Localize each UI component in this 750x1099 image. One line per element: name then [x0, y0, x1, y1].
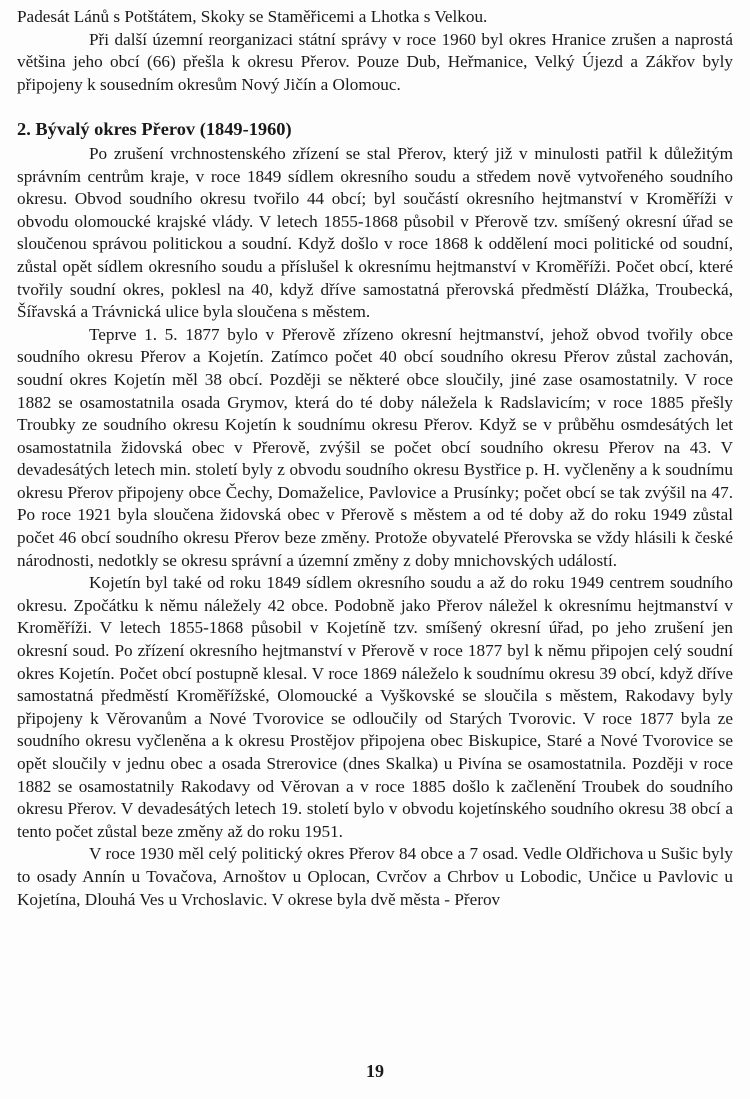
section-paragraph-4: V roce 1930 měl celý politický okres Přerov 84 obce a 7 osad. Vedle Oldřichova u Sušic byly to osady Annín u Tovačova, Arnoštov u Oplocan, Cvrčov a Chrbov u Lobodic, Unčice u Pavlovic u Kojetína, Dlouhá Ves u Vrchoslavic. V okrese byla dvě města - Přerov	[17, 844, 733, 909]
section-paragraph-1: Po zrušení vrchnostenského zřízení se stal Přerov, který již v minulosti patřil k důležitým správním centrům kraje, v roce 1849 sídlem okresního soudu a středem nově vytvořeného soudního okresu. Obvod soudního okresu tvořilo 44 obcí; byl součástí okresního hejtmanství v Kroměříži v obvodu olomoucké krajské vlády. V letech 1855-1868 působil v Přerově tzv. smíšený okresní úřad se sloučenou správou politickou a soudní. Když došlo v roce 1868 k oddělení moci politické od soudní, zůstal opět sídlem okresního soudu a příslušel k okresnímu hejtmanství v Kroměříži. Počet obcí, které tvořily soudní okres, poklesl na 40, když dříve samostatná přerovská předměstí Dlážka, Troubecká, Šířavská a Trávnická ulice byla sloučena s městem.	[17, 143, 733, 322]
page-number: 19	[366, 1061, 384, 1081]
intro-paragraph-1: Padesát Lánů s Potštátem, Skoky se Staměřicemi a Lhotka s Velkou.	[17, 7, 488, 26]
section-paragraph-2: Teprve 1. 5. 1877 bylo v Přerově zřízeno okresní hejtmanství, jehož obvod tvořily obce soudního okresu Přerov a Kojetín. Zatímco počet 40 obcí soudního okresu Přerov zůstal zachován, soudní okres Kojetín měl 38 obcí. Později se některé obce sloučily, jiné zase osamostatnily. V roce 1882 se osamostatnila osada Grymov, která do té doby náležela k Radslavicím; v roce 1885 přešly Troubky ze soudního okresu Kojetín k soudnímu okresu Přerov. Když se v průběhu osmdesátých let osamostatnila židovská obec v Přerově, zvýšil se počet obcí soudního okresu Přerov na 43. V devadesátých letech min. století byly z obvodu soudního okresu Bystřice p. H. vyčleněny a k soudnímu okresu Přerov připojeny obce Čechy, Domaželice, Pavlovice a Prusínky; počet obcí se tak zvýšil na 47. Po roce 1921 byla sloučena židovská obec v Přerově s městem a od té doby až do roku 1949 zůstal počet 46 obcí soudního okresu Přerov beze změny. Protože obyvatelé Přerovska se vždy hlásili k české národnosti, nedotkly se okresu správní a územní změny z doby mnichovských událostí.	[17, 324, 733, 570]
page-text	[17, 6, 733, 911]
section-paragraph-3: Kojetín byl také od roku 1849 sídlem okresního soudu a až do roku 1949 centrem soudního okresu. Zpočátku k němu náležely 42 obce. Podobně jako Přerov náležel k okresnímu hejtmanství v Kroměříži. V letech 1855-1868 působil v Kojetíně tzv. smíšený okresní úřad, po jeho zrušení jen okresní soud. Po zřízení okresního hejtmanství v Přerově v roce 1877 byl k němu připojen celý soudní okres Kojetín. Počet obcí postupně klesal. V roce 1869 náleželo k soudnímu okresu 39 obcí, když dříve samostatná předměstí Kroměřížské, Olomoucké a Vyškovské se sloučila s městem, Rakodavy byly připojeny k Věrovanům a Nové Tvorovice se odloučily od Starých Tvorovic. V roce 1877 byla ze soudního okresu vyčleněna a k okresu Prostějov připojena obec Biskupice, Staré a Nové Tvorovice se opět sloučily v jednu obec a osada Strerovice (dnes Skalka) u Pivína se osamostatnila. Později v roce 1882 se osamostatnily Rakodavy od Věrovan a v roce 1885 došlo k začlenění Troubek do soudního okresu Přerov. V devadesátých letech 19. století bylo v obvodu kojetínského soudního okresu 38 obcí a tento počet zůstal beze změny až do roku 1951.	[17, 573, 733, 841]
section-heading: 2. Bývalý okres Přerov (1849-1960)	[17, 119, 292, 140]
intro-paragraph-2: Při další územní reorganizaci státní správy v roce 1960 byl okres Hranice zrušen a naprostá většina jeho obcí (66) přešla k okresu Přerov. Pouze Dub, Heřmanice, Velký Újezd a Zákřov byly připojeny k sousedním okresům Nový Jičín a Olomouc.	[17, 29, 733, 94]
